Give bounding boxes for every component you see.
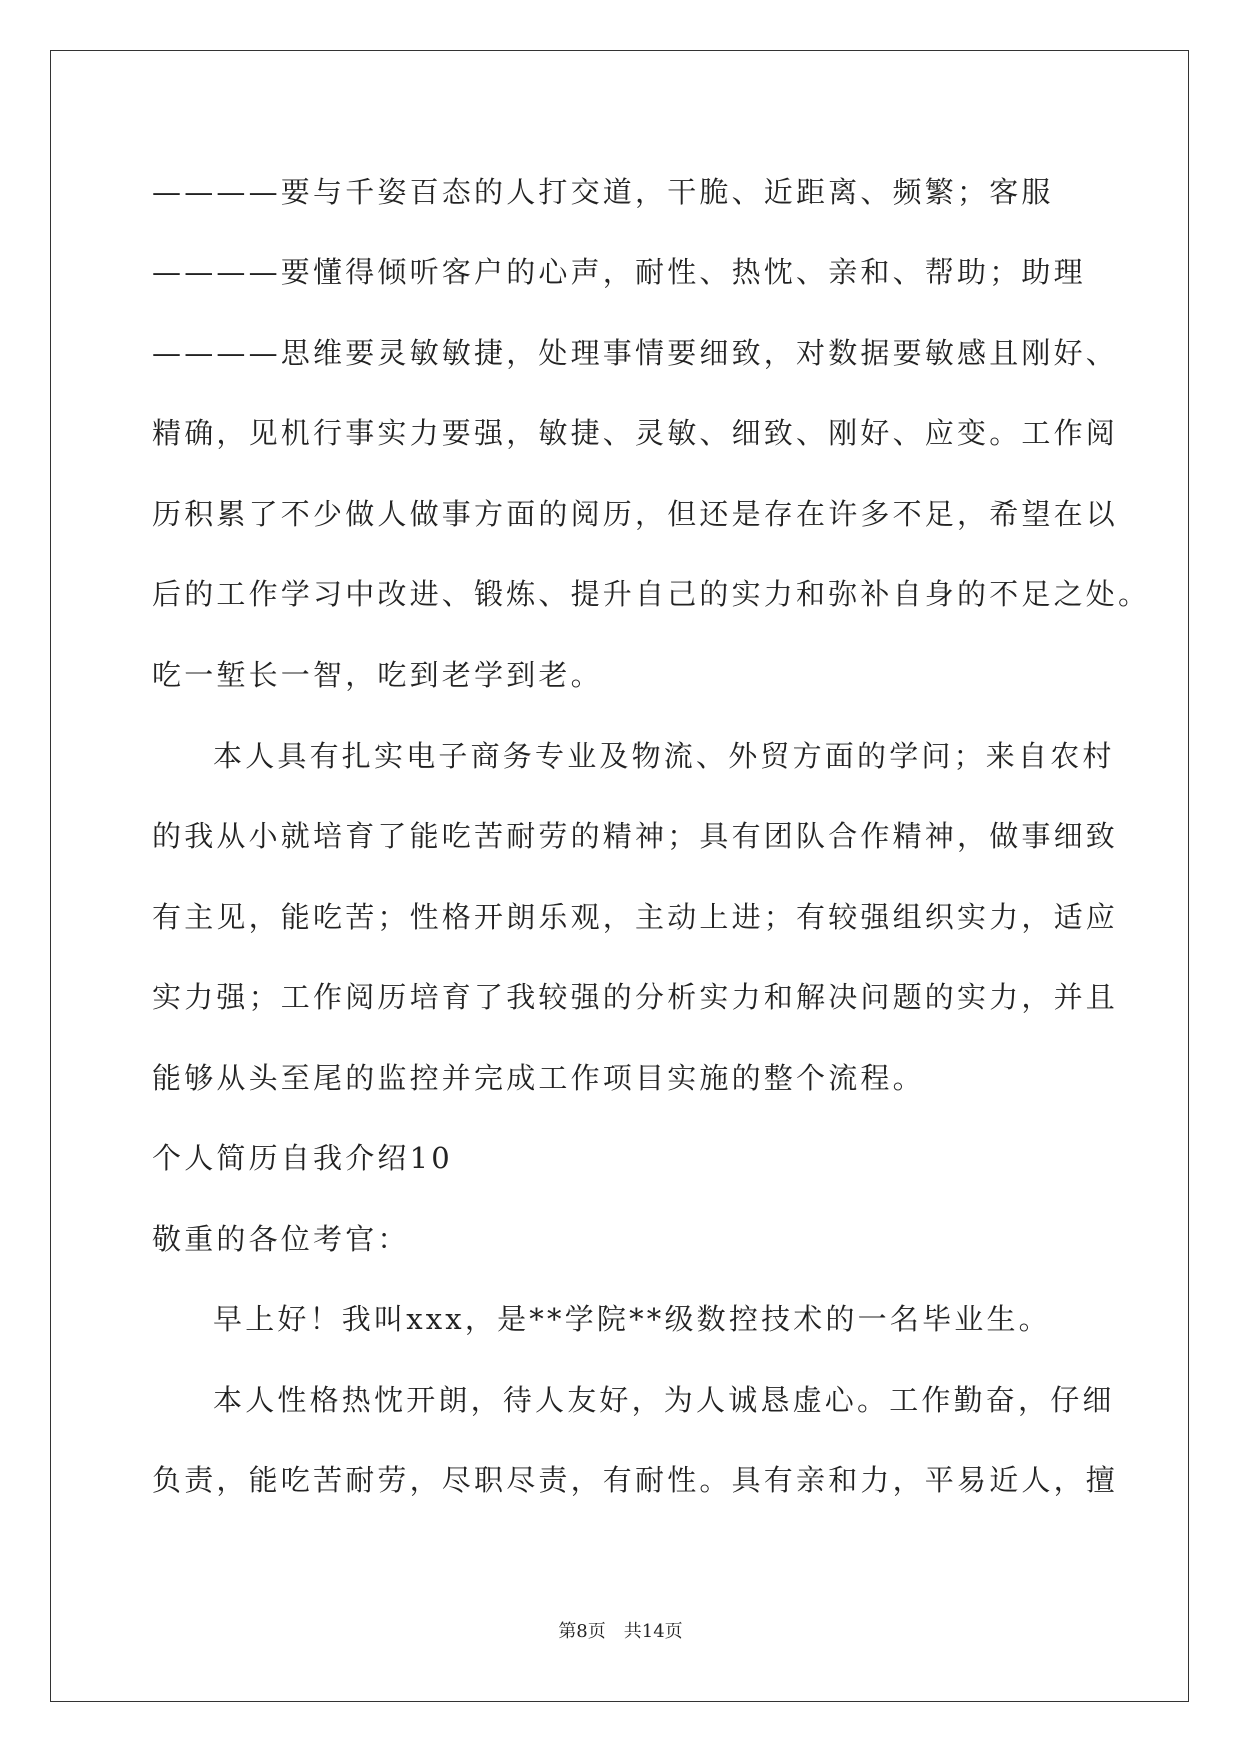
text-line: 实力强；工作阅历培育了我较强的分析实力和解决问题的实力，并且: [152, 980, 1119, 1014]
page-number-current: 第8页: [558, 1621, 606, 1642]
text-line: ————思维要灵敏敏捷，处理事情要细致，对数据要敏感且刚好、: [152, 336, 1119, 370]
paragraph-start-line: 本人具有扎实电子商务专业及物流、外贸方面的学问；来自农村: [213, 739, 1115, 773]
text-line: 负责，能吃苦耐劳，尽职尽责，有耐性。具有亲和力，平易近人，擅: [152, 1463, 1119, 1497]
page-footer: [0, 1620, 1241, 1644]
text-line: 历积累了不少做人做事方面的阅历，但还是存在许多不足，希望在以: [152, 497, 1119, 531]
page-number-total: 共14页: [623, 1621, 683, 1642]
text-line: 有主见，能吃苦；性格开朗乐观，主动上进；有较强组织实力，适应: [152, 900, 1119, 934]
text-line: 吃一堑长一智，吃到老学到老。: [152, 658, 603, 692]
text-line: ————要懂得倾听客户的心声，耐性、热忱、亲和、帮助；助理: [152, 255, 1086, 289]
text-line: ————要与千姿百态的人打交道，干脆、近距离、频繁；客服: [152, 175, 1054, 209]
page-border: [50, 50, 1189, 1702]
paragraph-start-line: 本人性格热忱开朗，待人友好，为人诚恳虚心。工作勤奋，仔细: [213, 1383, 1115, 1417]
text-line: 能够从头至尾的监控并完成工作项目实施的整个流程。: [152, 1061, 925, 1095]
paragraph-start-line: 早上好！我叫xxx，是**学院**级数控技术的一名毕业生。: [213, 1302, 1051, 1336]
salutation: 敬重的各位考官：: [152, 1222, 410, 1256]
text-line: 精确，见机行事实力要强，敏捷、灵敏、细致、刚好、应变。工作阅: [152, 416, 1119, 450]
text-line: 的我从小就培育了能吃苦耐劳的精神；具有团队合作精神，做事细致: [152, 819, 1119, 853]
text-line: 后的工作学习中改进、锻炼、提升自己的实力和弥补自身的不足之处。: [152, 577, 1151, 611]
section-heading: 个人简历自我介绍10: [152, 1141, 453, 1175]
